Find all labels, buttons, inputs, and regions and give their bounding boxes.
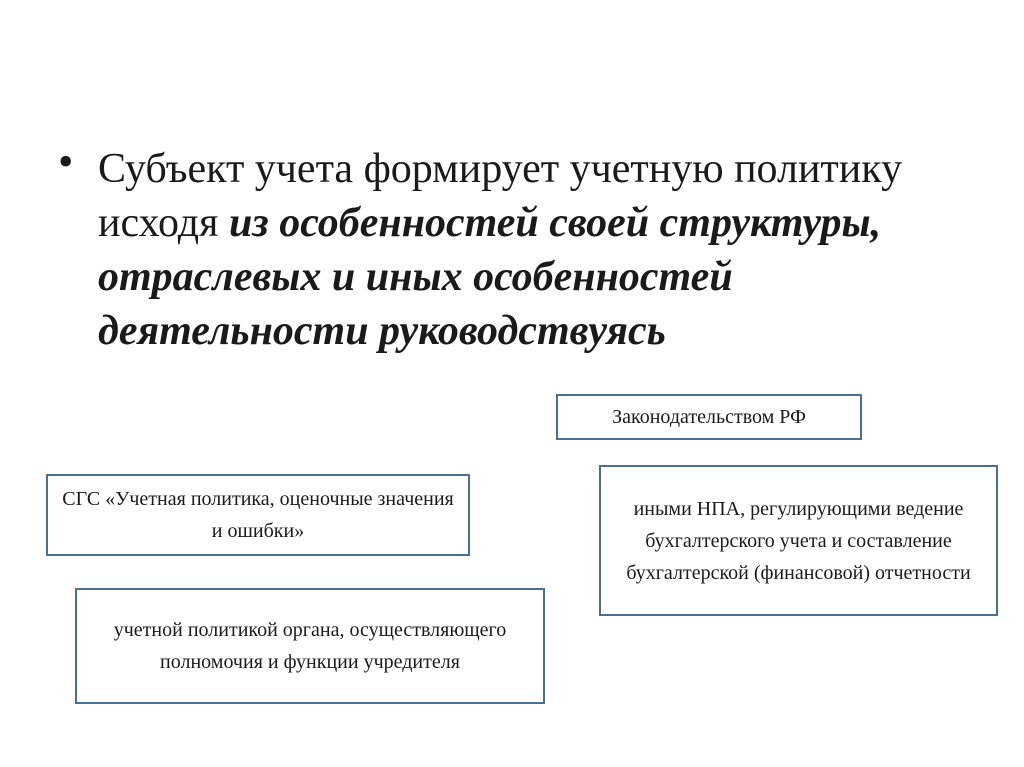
legislation-text: Законодательством РФ [612,406,806,428]
sgs-standard-box [46,474,470,556]
other-regulations-text: иными НПА, регулирующими ведение бухгалтерского учета и составление бухгалтерской (финансовой) отчетности [626,497,971,584]
other-regulations-box [599,465,998,616]
statement-plain: Субъект учета формирует учетную политику исходя [98,146,903,246]
legislation-box [556,394,862,440]
statement-emphasis: из особенностей своей структуры, отраслевых и иных особенностей деятельности руководствуясь [98,200,882,354]
sgs-standard-text: СГС «Учетная политика, оценочные значения и ошибки» [62,488,454,542]
founder-policy-text: учетной политикой органа, осуществляющего полномочия и функции учредителя [113,619,507,673]
founder-policy-box [75,588,545,704]
main-statement [98,142,1003,358]
bullet-marker: • [58,137,74,186]
